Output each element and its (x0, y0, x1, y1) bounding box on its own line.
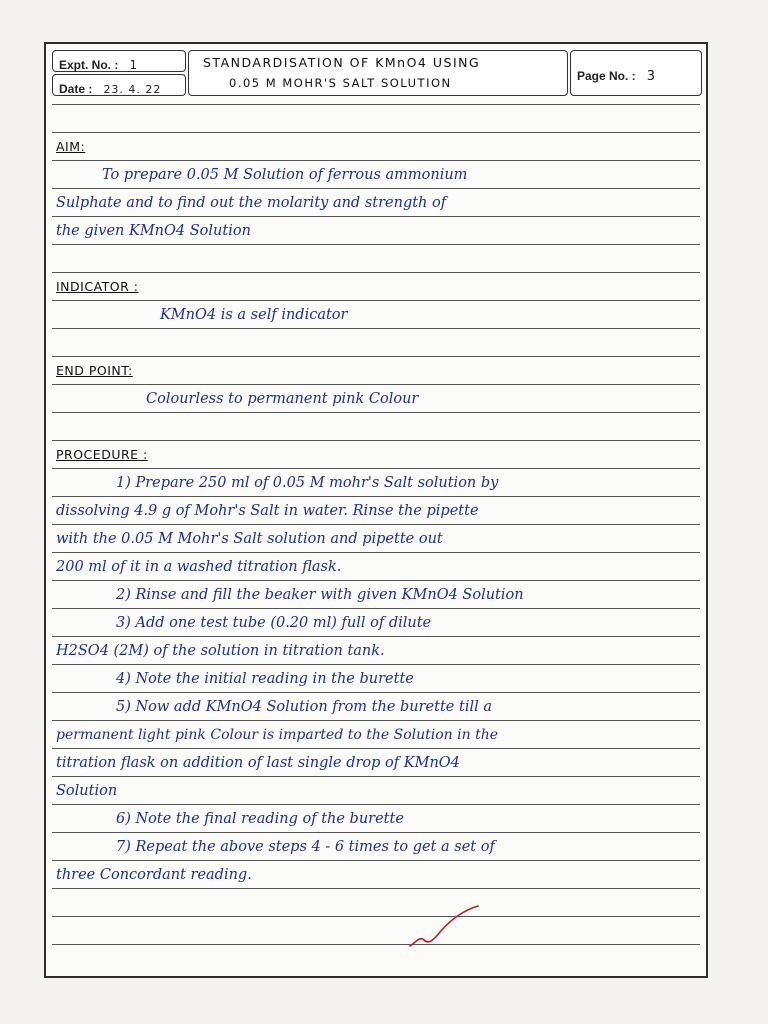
procedure-line-6: 3) Add one test tube (0.20 ml) full of dilute (116, 615, 432, 631)
checkmark-signature-icon (406, 902, 496, 952)
aim-line-2: Sulphate and to find out the molarity and strength of (56, 195, 447, 211)
procedure-line-11: titration flask on addition of last single drop of KMnO4 (56, 755, 460, 771)
date-value: 23. 4. 22 (103, 83, 162, 96)
expt-no-label: Expt. No. : (59, 58, 119, 72)
procedure-line-15: three Concordant reading. (56, 867, 252, 883)
procedure-line-7: H2SO4 (2M) of the solution in titration tank. (56, 643, 385, 659)
procedure-line-14: 7) Repeat the above steps 4 - 6 times to get a set of (116, 839, 495, 855)
end-point-heading: END POINT: (56, 363, 133, 378)
procedure-line-10: permanent light pink Colour is imparted to the Solution in the (56, 727, 499, 743)
procedure-heading-line (56, 442, 696, 468)
end-point-line: Colourless to permanent pink Colour (146, 391, 419, 407)
expt-no-value: 1 (129, 58, 139, 72)
indicator-heading-line (56, 274, 696, 300)
title-line-2: 0.05 M MOHR'S SALT SOLUTION (229, 76, 452, 90)
expt-no-box (52, 50, 186, 72)
page-no-box (570, 50, 702, 96)
title-line-1: STANDARDISATION OF KMnO4 USING (203, 55, 481, 70)
title-box (188, 50, 568, 96)
date-label: Date : (59, 82, 93, 96)
procedure-line-2: dissolving 4.9 g of Mohr's Salt in water. Rinse the pipette (56, 503, 479, 519)
procedure-line-5: 2) Rinse and fill the beaker with given KMnO4 Solution (116, 587, 524, 603)
procedure-line-12: Solution (56, 783, 118, 799)
notebook-page (44, 42, 708, 978)
aim-heading-line (56, 134, 696, 160)
date-box (52, 74, 186, 96)
procedure-line-1: 1) Prepare 250 ml of 0.05 M mohr's Salt solution by (116, 475, 499, 491)
indicator-line: KMnO4 is a self indicator (160, 307, 348, 323)
procedure-line-9: 5) Now add KMnO4 Solution from the burette till a (116, 699, 492, 715)
aim-line-1: To prepare 0.05 M Solution of ferrous ammonium (102, 167, 468, 183)
procedure-line-3: with the 0.05 M Mohr's Salt solution and pipette out (56, 531, 443, 547)
aim-line-3: the given KMnO4 Solution (56, 223, 251, 239)
page-no-value: 3 (646, 69, 657, 84)
procedure-line-13: 6) Note the final reading of the burette (116, 811, 404, 827)
end-point-heading-line (56, 358, 696, 384)
procedure-line-4: 200 ml of it in a washed titration flask. (56, 559, 342, 575)
procedure-line-8: 4) Note the initial reading in the burette (116, 671, 414, 687)
indicator-heading: INDICATOR : (56, 279, 139, 294)
page-no-label: Page No. : (577, 69, 636, 83)
procedure-heading: PROCEDURE : (56, 447, 148, 462)
aim-heading: AIM: (56, 139, 86, 154)
